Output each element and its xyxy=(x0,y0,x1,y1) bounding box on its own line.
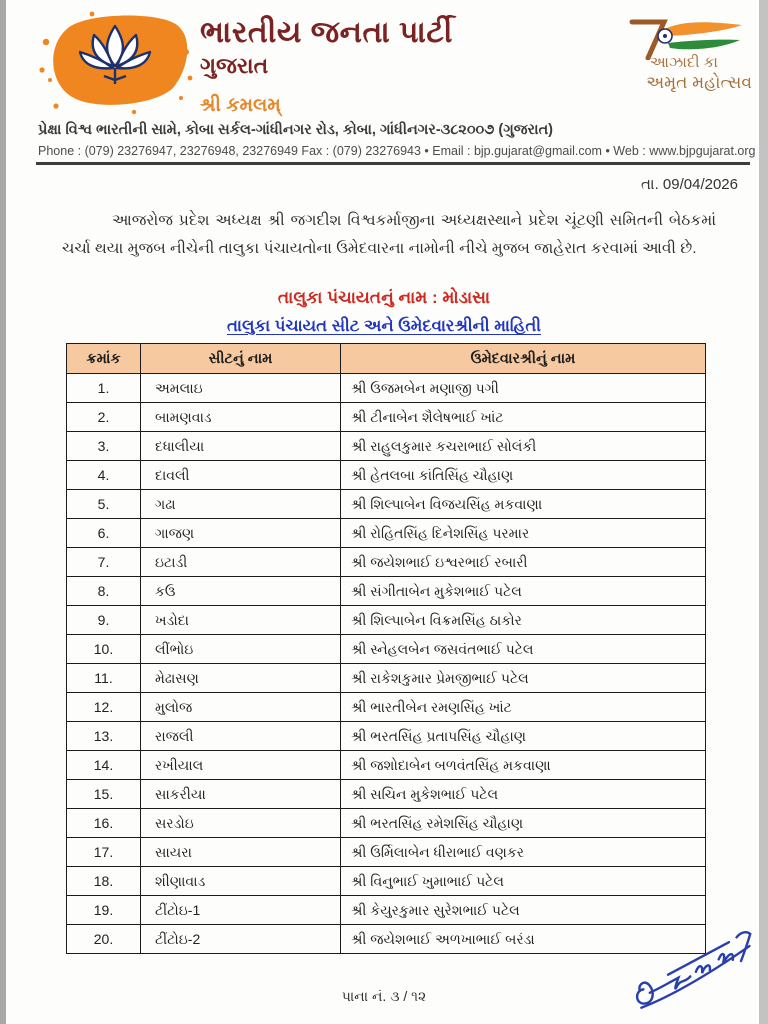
candidate-table-body xyxy=(67,374,706,954)
row-number: 14. xyxy=(67,751,141,780)
seat-name: દાવલી xyxy=(141,461,341,490)
seat-name: સરડોઇ xyxy=(141,809,341,838)
table-row xyxy=(67,838,706,867)
column-header-seat: સીટનું નામ xyxy=(141,344,341,374)
table-row xyxy=(67,548,706,577)
row-number: 19. xyxy=(67,896,141,925)
contact-line: Phone : (079) 23276947, 23276948, 23276949 Fax : (079) 23276943 • Email : bjp.gujarat@gmail.com • Web : www.bjpgujarat.org xyxy=(38,144,756,158)
candidate-name: શ્રી કેયુરકુમાર સુરેશભાઈ પટેલ xyxy=(341,896,706,925)
seat-name: અમલાઇ xyxy=(141,374,341,403)
seat-name: દધાલીયા xyxy=(141,432,341,461)
azadi-text-line2: અમૃત મહોત્સવ xyxy=(646,73,752,92)
row-number: 4. xyxy=(67,461,141,490)
azadi-ka-amrut-mahotsav-logo xyxy=(592,16,752,93)
candidate-name: શ્રી સ્નેહલબેન જસવંતભાઈ પટેલ xyxy=(341,635,706,664)
seat-name: ઇટાડી xyxy=(141,548,341,577)
candidate-name: શ્રી રોહિતસિંહ દિનેશસિંહ પરમાર xyxy=(341,519,706,548)
seat-name: લીંભોઇ xyxy=(141,635,341,664)
candidate-name: શ્રી ટીનાબેન શૈલેષભાઈ ખાંટ xyxy=(341,403,706,432)
table-row xyxy=(67,461,706,490)
document-date: તા. 09/04/2026 xyxy=(640,176,738,193)
seat-name: રાજલી xyxy=(141,722,341,751)
seat-name: સાકરીયા xyxy=(141,780,341,809)
seat-name: મુલોજ xyxy=(141,693,341,722)
party-name: ભારતીય જનતા પાર્ટી xyxy=(200,16,453,49)
table-row xyxy=(67,490,706,519)
row-number: 10. xyxy=(67,635,141,664)
candidate-name: શ્રી સંગીતાબેન મુકેશભાઈ પટેલ xyxy=(341,577,706,606)
table-row xyxy=(67,519,706,548)
seat-name: ખડોદા xyxy=(141,606,341,635)
candidate-name: શ્રી સચિન મુકેશભાઈ પટેલ xyxy=(341,780,706,809)
candidate-name: શ્રી ઉર્મિલાબેન ધીરાભાઈ વણકર xyxy=(341,838,706,867)
row-number: 12. xyxy=(67,693,141,722)
party-region: ગુજરાત xyxy=(200,53,269,78)
table-row xyxy=(67,925,706,954)
column-header-number: ક્રમાંક xyxy=(67,344,141,374)
seat-name: ટીંટોઇ-1 xyxy=(141,896,341,925)
candidate-name: શ્રી ભારતીબેન રમણસિંહ ખાંટ xyxy=(341,693,706,722)
table-row xyxy=(67,635,706,664)
row-number: 18. xyxy=(67,867,141,896)
table-row xyxy=(67,751,706,780)
table-row xyxy=(67,664,706,693)
row-number: 17. xyxy=(67,838,141,867)
table-row xyxy=(67,693,706,722)
seat-name: શીણાવાડ xyxy=(141,867,341,896)
signature-ink xyxy=(624,925,764,1020)
seat-name: ટીંટોઇ-2 xyxy=(141,925,341,954)
row-number: 5. xyxy=(67,490,141,519)
row-number: 3. xyxy=(67,432,141,461)
photo-edge-right xyxy=(759,0,768,1024)
candidate-name: શ્રી હેતલબા કાંતિસિંહ ચૌહાણ xyxy=(341,461,706,490)
table-row xyxy=(67,432,706,461)
candidate-name: શ્રી રાહુલકુમાર કચરાભાઈ સોલંકી xyxy=(341,432,706,461)
table-row xyxy=(67,867,706,896)
row-number: 16. xyxy=(67,809,141,838)
row-number: 2. xyxy=(67,403,141,432)
announcement-paragraph: આજરોજ પ્રદેશ અધ્યક્ષ શ્રી જગદીશ વિશ્વકર્માજીના અધ્યક્ષસ્થાને પ્રદેશ ચૂંટણી સમિતની બેઠકમાં ચર્ચા થયા મુજબ નીચેની તાલુકા પંચાયતોના ઉમેદવારના નામોની નીચે મુજબ જાહેરાત કરવામાં આવી છે. xyxy=(62,212,716,257)
candidate-name: શ્રી રાકેશકુમાર પ્રેમજીભાઈ પટેલ xyxy=(341,664,706,693)
row-number: 8. xyxy=(67,577,141,606)
candidate-name: શ્રી શિલ્પાબેન વિજયસિંહ મકવાણા xyxy=(341,490,706,519)
row-number: 9. xyxy=(67,606,141,635)
table-row xyxy=(67,809,706,838)
table-row xyxy=(67,374,706,403)
seat-name: ગાજણ xyxy=(141,519,341,548)
candidate-name: શ્રી ભરતસિંહ રમેશસિંહ ચૌહાણ xyxy=(341,809,706,838)
seat-name: મેઢાસણ xyxy=(141,664,341,693)
table-row xyxy=(67,606,706,635)
azadi-text-line1: આઝાદી કા xyxy=(649,54,718,71)
row-number: 15. xyxy=(67,780,141,809)
row-number: 13. xyxy=(67,722,141,751)
table-row xyxy=(67,577,706,606)
office-name: શ્રી કમલમ્ xyxy=(200,95,281,116)
candidate-name: શ્રી વિનુભાઈ ખુમાભાઈ પટેલ xyxy=(341,867,706,896)
letterhead-divider xyxy=(36,162,750,165)
row-number: 1. xyxy=(67,374,141,403)
seat-name: સાયરા xyxy=(141,838,341,867)
row-number: 11. xyxy=(67,664,141,693)
table-row xyxy=(67,403,706,432)
seat-name: બામણવાડ xyxy=(141,403,341,432)
row-number: 20. xyxy=(67,925,141,954)
table-row xyxy=(67,722,706,751)
letterhead-title-block xyxy=(200,16,453,117)
candidate-table xyxy=(66,343,706,954)
bjp-lotus-logo-icon xyxy=(34,8,196,118)
column-header-candidate: ઉમેદવારશ્રીનું નામ xyxy=(341,344,706,374)
row-number: 6. xyxy=(67,519,141,548)
candidate-name: શ્રી જયેશભાઈ ઇશ્વરભાઈ રબારી xyxy=(341,548,706,577)
seat-name: ગઢા xyxy=(141,490,341,519)
seat-name: કઉ xyxy=(141,577,341,606)
table-title-heading: તાલુકા પંચાયત સીટ અને ઉમેદવારશ્રીની માહિતી xyxy=(226,317,542,335)
row-number: 7. xyxy=(67,548,141,577)
candidate-name: શ્રી ઉજમબેન મણાજી પગી xyxy=(341,374,706,403)
taluka-name-heading: તાલુકા પંચાયતનું નામ : મોડાસા xyxy=(277,288,491,307)
candidate-name: શ્રી જશોદાબેન બળવંતસિંહ મકવાણા xyxy=(341,751,706,780)
candidate-name: શ્રી ભરતસિંહ પ્રતાપસિંહ ચૌહાણ xyxy=(341,722,706,751)
photo-edge-left xyxy=(0,0,6,1024)
candidate-name: શ્રી જયેશભાઈ અળખાભાઈ બરંડા xyxy=(341,925,706,954)
candidate-name: શ્રી શિલ્પાબેન વિક્રમસિંહ ઠાકોર xyxy=(341,606,706,635)
seat-name: રખીયાલ xyxy=(141,751,341,780)
page-number: પાના નં. ૩ / ૧૨ xyxy=(341,988,427,1004)
office-address: પ્રેક્ષા વિશ્વ ભારતીની સામે, કોબા સર્કલ-ગાંધીનગર રોડ, કોબા, ગાંધીનગર-૩૮૨૦૦૭ (ગુજરાત) xyxy=(38,122,554,138)
table-row xyxy=(67,896,706,925)
table-row xyxy=(67,780,706,809)
table-header-row xyxy=(67,344,706,374)
